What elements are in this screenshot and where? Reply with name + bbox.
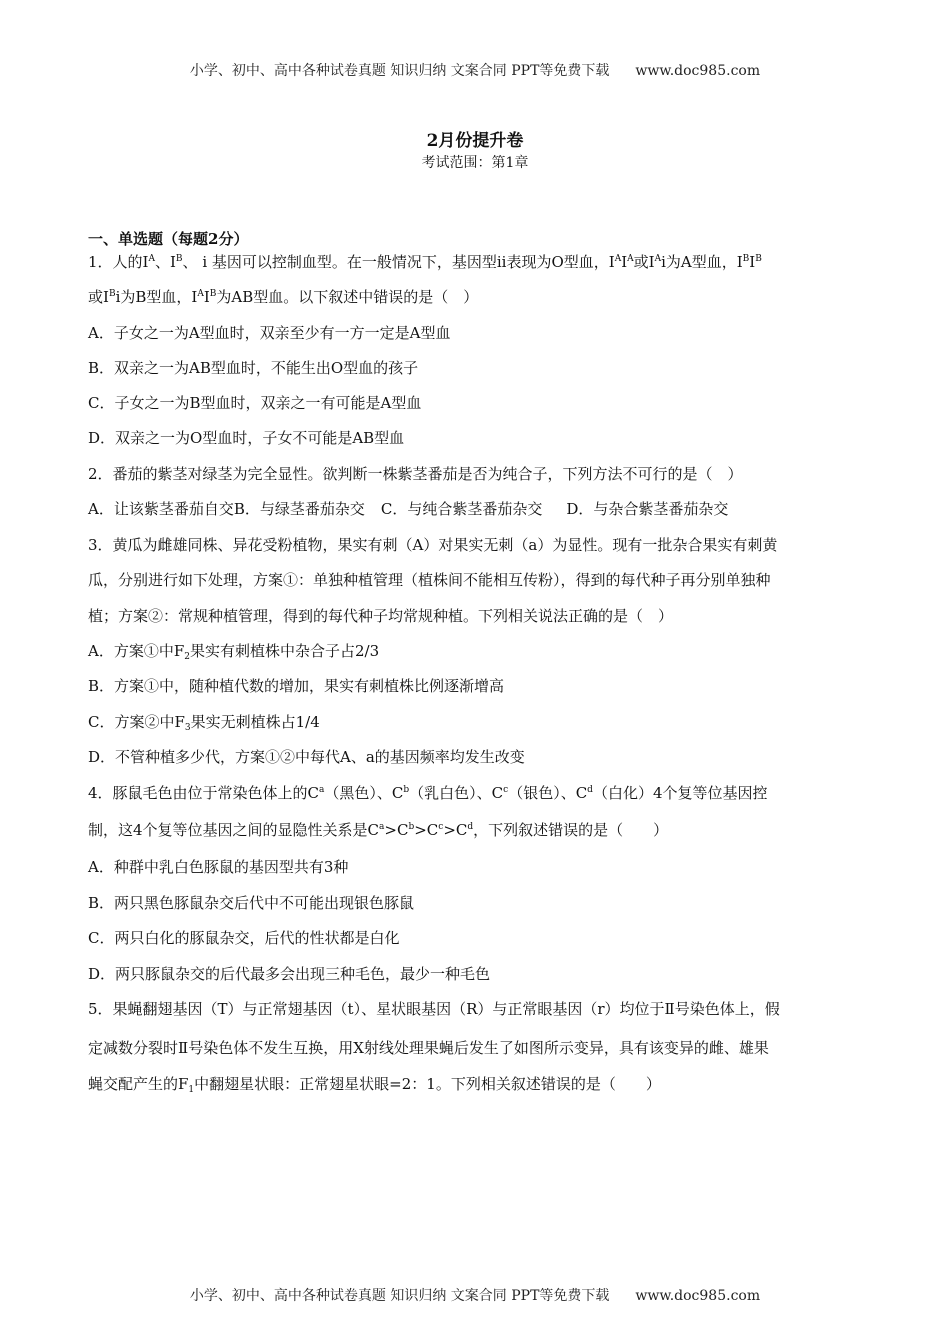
q3-option-c: C．方案②中$F_3$果实无刺植株占1/4 bbox=[88, 713, 320, 733]
exam-scope: 考试范围：第1章 bbox=[421, 155, 529, 171]
q2-stem: 2．番茄的紫茎对绿茎为完全显性。欲判断一株紫茎番茄是否为纯合子，下列方法不可行的是（ ） bbox=[88, 465, 743, 483]
header-text: 小学、初中、高中各种试卷真题 知识归纳 文案合同 PPT等免费下载 bbox=[189, 63, 610, 79]
page-footer bbox=[0, 1285, 950, 1305]
q2-options bbox=[88, 499, 868, 519]
q5-stem-line-3: 蝇交配产生的$F_1$中翻翅星状眼：正常翅星状眼=2：1。下列相关叙述错误的是（ ） bbox=[88, 1075, 661, 1095]
q3-stem-line-1: 3．黄瓜为雌雄同株、异花受粉植物，果实有刺（A）对果实无刺（a）为显性。现有一批杂合果实有刺黄 bbox=[88, 536, 778, 554]
q4-option-d: D．两只豚鼠杂交的后代最多会出现三种毛色，最少一种毛色 bbox=[88, 965, 491, 983]
q5-stem-line-1: 5．果蝇翻翅基因（T）与正常翅基因（t）、星状眼基因（R）与正常眼基因（r）均位于Ⅱ号染色体上，假 bbox=[88, 1000, 780, 1018]
q3-stem-line-2: 瓜，分别进行如下处理，方案①：单独种植管理（植株间不能相互传粉），得到的每代种子再分别单独种 bbox=[88, 571, 771, 589]
page-header bbox=[0, 60, 950, 80]
q1-stem-line-1: 1．人的$I^A$、$I^B$、 i 基因可以控制血型。在一般情况下，基因型ii表现为O型血，$I^AI^A$或$I^Ai$为A型血，$I^BI^B$ bbox=[88, 253, 762, 271]
q4-stem-line-1: 4．豚鼠毛色由位于常染色体上的$C^a$（黑色）、$C^b$（乳白色）、$C^c$（银色）、$C^d$（白化）4个复等位基因控 bbox=[88, 784, 768, 802]
q3-option-d: D．不管种植多少代，方案①②中每代A、a的基因频率均发生改变 bbox=[88, 748, 525, 766]
q1-option-d: D．双亲之一为O型血时，子女不可能是AB型血 bbox=[88, 429, 405, 447]
q1-stem-line-2: 或$I^Bi$为B型血，$I^AI^B$为AB型血。以下叙述中错误的是（ ） bbox=[88, 288, 479, 306]
q4-option-c: C．两只白化的豚鼠杂交，后代的性状都是白化 bbox=[88, 929, 400, 947]
q3-stem-line-3: 植；方案②：常规种植管理，得到的每代种子均常规种植。下列相关说法正确的是（ ） bbox=[88, 607, 674, 625]
page-title: 2月份提升卷 bbox=[426, 131, 524, 151]
q2-option-d: D．与杂合紫茎番茄杂交 bbox=[566, 500, 729, 518]
q3-option-b: B．方案①中，随种植代数的增加，果实有刺植株比例逐渐增高 bbox=[88, 677, 505, 695]
q1-option-b: B．双亲之一为AB型血时，不能生出O型血的孩子 bbox=[88, 359, 419, 377]
q1-option-c: C．子女之一为B型血时，双亲之一有可能是A型血 bbox=[88, 394, 422, 412]
q1-option-a: A．子女之一为A型血时，双亲至少有一方一定是A型血 bbox=[88, 324, 451, 342]
q4-stem-line-2: 制，这4个复等位基因之间的显隐性关系是$C^a>C^b>C^c>C^d$，下列叙述错误的是（ ） bbox=[88, 821, 669, 839]
header-url[interactable]: www.doc985.com bbox=[635, 63, 761, 79]
q3-option-a: A．方案①中$F_2$果实有刺植株中杂合子占2/3 bbox=[88, 642, 380, 662]
footer-url[interactable]: www.doc985.com bbox=[635, 1288, 761, 1304]
q2-option-c: C．与纯合紫茎番茄杂交 bbox=[380, 500, 543, 518]
section-heading: 一、单选题（每题2分） bbox=[88, 230, 249, 248]
q4-option-b: B．两只黑色豚鼠杂交后代中不可能出现银色豚鼠 bbox=[88, 894, 415, 912]
footer-text: 小学、初中、高中各种试卷真题 知识归纳 文案合同 PPT等免费下载 bbox=[189, 1288, 610, 1304]
q5-stem-line-2: 定减数分裂时Ⅱ号染色体不发生互换，用X射线处理果蝇后发生了如图所示变异，具有该变异的雌、雄果 bbox=[88, 1039, 769, 1057]
q2-option-a: A．让该紫茎番茄自交 bbox=[88, 500, 234, 518]
q4-option-a: A．种群中乳白色豚鼠的基因型共有3种 bbox=[88, 858, 349, 876]
q2-option-b: B．与绿茎番茄杂交 bbox=[233, 500, 365, 518]
